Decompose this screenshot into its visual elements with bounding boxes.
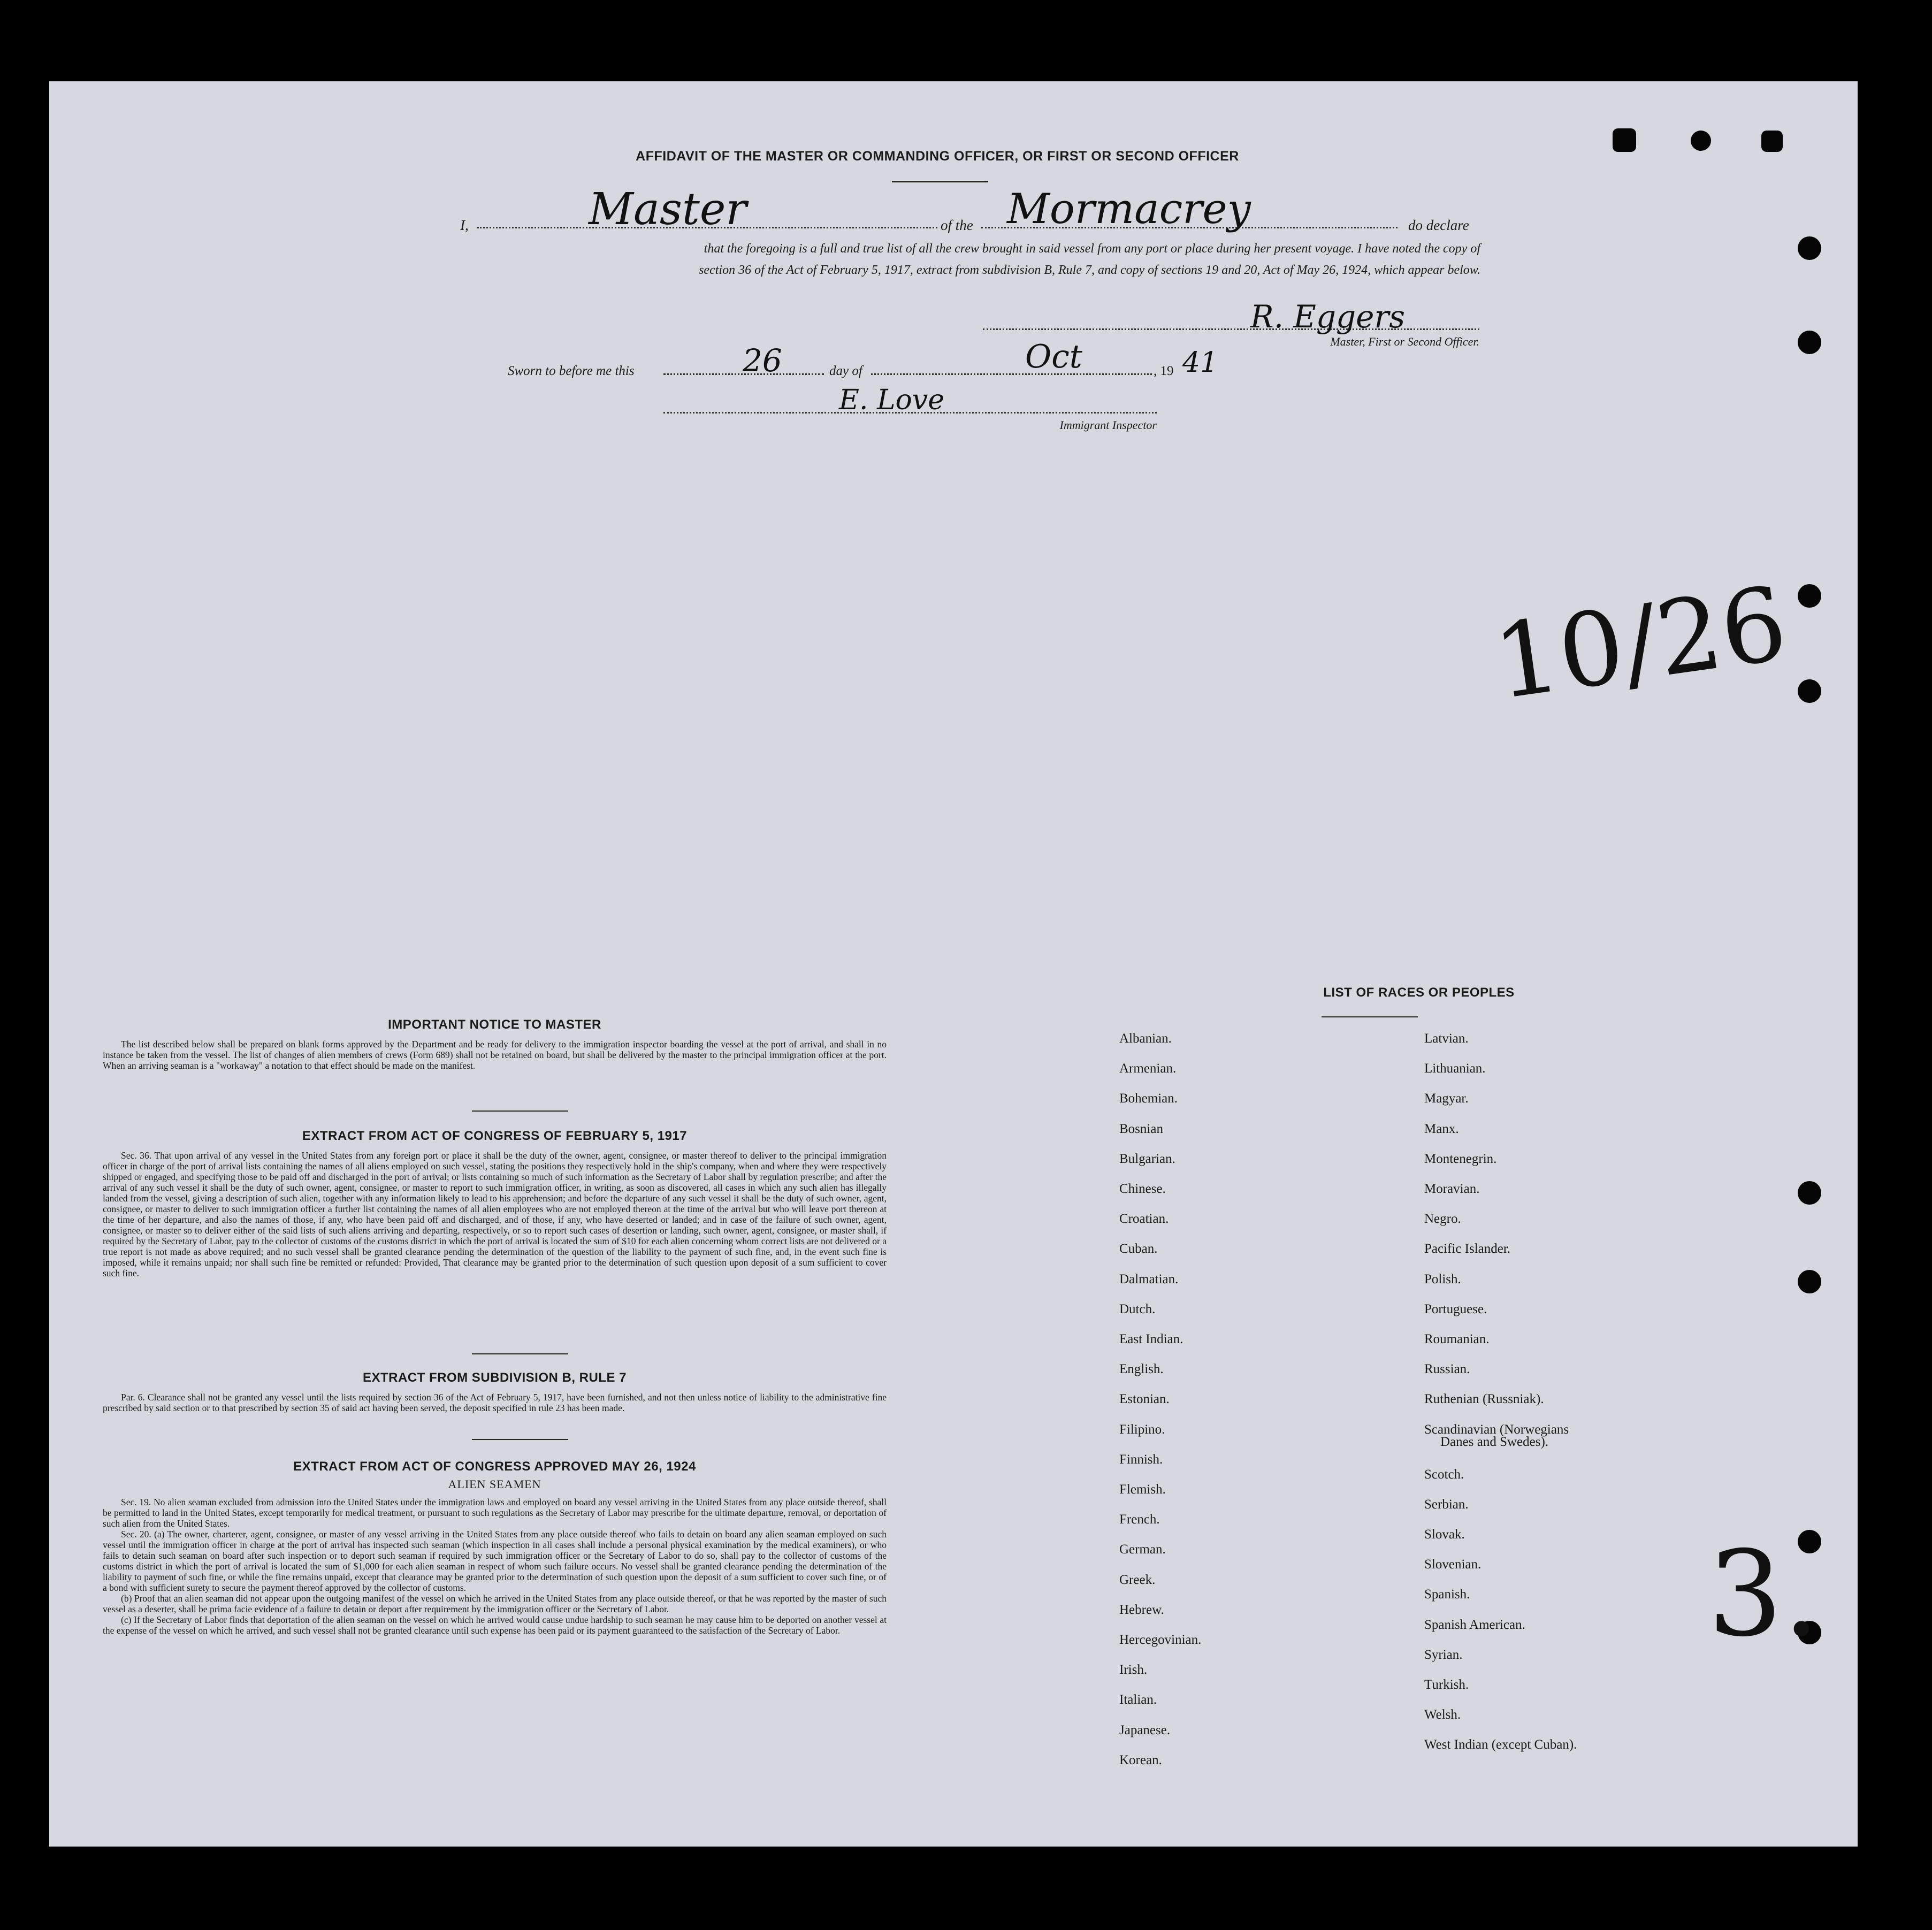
handwritten-inspector-signature: E. Love: [839, 384, 945, 416]
i-label: I,: [460, 217, 469, 233]
affidavit-title: AFFIDAVIT OF THE MASTER OR COMMANDING OFFICER, OR FIRST OR SECOND OFFICER: [636, 149, 1239, 164]
month-line: [871, 373, 1152, 375]
section-20b-paragraph: (b) Proof that an alien seaman did not appear upon the outgoing manifest of the vessel on which he arrived in the United States from any place outside thereof, or that he was reported by the master of such vessel as a deserter, shall be prima facie evidence of a failure to detain or deport after requirement by the immigration officer or the Secretary of Labor.: [103, 1593, 887, 1614]
race-item: Dutch.: [1119, 1301, 1156, 1316]
punch-hole: [1798, 679, 1821, 703]
race-item: Estonian.: [1119, 1392, 1170, 1407]
race-item: Bosnian: [1119, 1121, 1163, 1136]
race-item: Scandinavian (Norwegians: [1424, 1422, 1569, 1437]
section-36-paragraph: Sec. 36. That upon arrival of any vessel in the United States from any foreign port or place it shall be the duty of the owner, agent, consignee, or master thereof to deliver to the principal immigration officer in charge of the port of arrival lists containing the names of all aliens employed on such vessel, stating the positions they respectively hold in the ship's company, when and where they were respectively shipped or engaged, and specifying those to be paid off and discharged in the port of arrival; or lists containing so much of such information as the Secretary of Labor shall by regulation prescribe; and after the arrival of any such vessel it shall be the duty of such owner, agent, consignee, or master to report to such immigration officer, in writing, as soon as discovered, all cases in which any such alien has illegally landed from the vessel, giving a description of such alien, together with any information likely to lead to his apprehension; and before the departure of any such vessel it shall be the duty of such owner, agent, consignee, or master to deliver to such immigration officer a further list containing the names of all alien employees who are not employed thereon at the time of the arrival but who will leave port thereon at the time of her departure, and also the names of those, if any, who have been paid off and discharged, and of those, if any, who have deserted or landed; and in case of the failure of such owner, agent, consignee, or master so to deliver either of the said lists of such aliens arriving and departing, respectively, or so to report such cases of desertion or landing, such owner, agent, consignee, or master shall, if required by the Secretary of Labor, pay to the collector of customs of the customs district in which the port of arrival is located the sum of $10 for each alien concerning whom correct lists are not delivered or a true report is not made as above required; and no such vessel shall be granted clearance pending the determination of the question of the liability to the payment of such fine, and, in the event such fine is imposed, while it remains unpaid; nor shall such fine be remitted or refunded: Provided, That clearance may be granted prior to the determination of such question upon deposit of a sum sufficient to cover such fine.: [103, 1150, 887, 1278]
race-item: Irish.: [1119, 1663, 1148, 1678]
race-item: Hebrew.: [1119, 1602, 1164, 1617]
punch-hole: [1798, 331, 1821, 354]
handwritten-month: Oct: [1025, 338, 1082, 376]
race-item: Japanese.: [1119, 1722, 1171, 1737]
handwritten-year: 41: [1182, 347, 1218, 379]
handwritten-master-signature: R. Eggers: [1250, 298, 1405, 335]
do-declare-label: do declare: [1408, 217, 1469, 233]
handwritten-date-note: 10/26: [1487, 564, 1794, 723]
section-20a-paragraph: Sec. 20. (a) The owner, charterer, agent, consignee, or master of any vessel arriving in the United States from any place outside thereof who fails to detain on board any alien seaman employed on such vessel until the immigration officer in charge at the port of arrival has inspected such seaman (which inspection in all cases shall include a personal physical examination by the medical examiners), or who fails to detain such seaman on board after such inspection or to deport such seaman if required by such immigration officer or the Secretary of Labor to do so, shall pay to the collector of customs of the customs district in which the port of arrival is located the sum of $1,000 for each alien seaman in respect of whom such failure occurs. No vessel shall be granted clearance pending the determination of the liability to payment of such fine, or while the fine remains unpaid, except that clearance may be granted prior to the determination of such question upon the deposit of a sum sufficient to cover such fine, or of a bond with sufficient surety to secure the payment thereof approved by the collector of customs.: [103, 1529, 887, 1593]
race-item: Latvian.: [1424, 1031, 1469, 1046]
extract-rule7-text: [103, 1392, 887, 1413]
punch-hole: [1691, 131, 1711, 151]
handwritten-vessel: Mormacrey: [1007, 185, 1251, 233]
section-rule: [472, 1439, 568, 1440]
race-item: Italian.: [1119, 1692, 1157, 1707]
race-item: Syrian.: [1424, 1647, 1463, 1662]
handwritten-page-number: 3.: [1708, 1526, 1820, 1663]
punch-hole: [1798, 584, 1821, 608]
race-item: Scotch.: [1424, 1467, 1464, 1482]
important-notice-paragraph: The list described below shall be prepared on blank forms approved by the Department and be ready for delivery to the immigration inspector boarding the vessel at the port of arrival, and shall in no instance be taken from the vessel. The list of changes of alien members of crews (Form 689) shall not be retained on board, but shall be delivered by the master to the principal immigration officer at the port. When an arriving seaman is a "workaway" a notation to that effect should be made on the manifest.: [103, 1039, 887, 1071]
important-notice-text: [103, 1039, 887, 1071]
inspector-caption: Immigrant Inspector: [1059, 418, 1157, 432]
race-item: Filipino.: [1119, 1422, 1165, 1437]
race-item: Greek.: [1119, 1572, 1156, 1587]
race-item: Cuban.: [1119, 1242, 1158, 1257]
sworn-label: Sworn to before me this: [508, 364, 635, 378]
section-20c-paragraph: (c) If the Secretary of Labor finds that deportation of the alien seaman on the vessel on which he arrived would cause undue hardship to such seaman he may cause him to be deported on another vessel at the expense of the vessel on which he arrived, and such vessel shall not be granted clearance until such expense has been paid or its payment guaranteed to the satisfaction of the Secretary of Labor.: [103, 1614, 887, 1636]
section-19-paragraph: Sec. 19. No alien seaman excluded from admission into the United States under the immigration laws and employed on board any vessel arriving in the United States from any place outside thereof, shall be permitted to land in the United States, except temporarily for medical treatment, or pursuant to such regulations as the Secretary of Labor may prescribe for the ultimate departure, removal, or deportation of such alien from the United States.: [103, 1497, 887, 1529]
alien-seamen-subtitle: ALIEN SEAMEN: [448, 1477, 541, 1491]
race-item: Armenian.: [1119, 1061, 1177, 1076]
extract-1917-text: [103, 1150, 887, 1278]
races-title: LIST OF RACES OR PEOPLES: [1323, 985, 1515, 1000]
day-of-label: day of: [829, 364, 862, 378]
punch-hole: [1761, 131, 1783, 152]
extract-1924-title: EXTRACT FROM ACT OF CONGRESS APPROVED MAY 26, 1924: [293, 1459, 696, 1474]
affidavit-line-2: that the foregoing is a full and true list of all the crew brought in said vessel from any port or place during her present voyage. I have noted the copy of: [704, 242, 1480, 256]
extract-1924-text: [103, 1497, 887, 1636]
race-item: Serbian.: [1424, 1497, 1469, 1512]
race-item: East Indian.: [1119, 1332, 1183, 1346]
race-item: Chinese.: [1119, 1182, 1166, 1196]
race-item: Spanish American.: [1424, 1617, 1525, 1632]
document-page: [49, 81, 1858, 1847]
race-item: Flemish.: [1119, 1482, 1166, 1497]
race-item: Magyar.: [1424, 1091, 1469, 1106]
race-item: Slovenian.: [1424, 1557, 1482, 1572]
race-item: Dalmatian.: [1119, 1272, 1179, 1286]
race-item: Portuguese.: [1424, 1301, 1487, 1316]
title-rule: [892, 181, 988, 182]
of-the-label: of the: [941, 217, 973, 233]
race-item: Turkish.: [1424, 1678, 1469, 1692]
race-item: German.: [1119, 1542, 1166, 1557]
race-item: Korean.: [1119, 1752, 1162, 1767]
race-item: French.: [1119, 1512, 1160, 1527]
race-item: Bulgarian.: [1119, 1151, 1175, 1166]
section-rule: [472, 1353, 568, 1354]
punch-hole: [1798, 1181, 1821, 1205]
race-item: Ruthenian (Russniak).: [1424, 1392, 1544, 1407]
punch-hole: [1613, 128, 1636, 152]
race-item: Montenegrin.: [1424, 1151, 1497, 1166]
race-item: Russian.: [1424, 1362, 1470, 1377]
race-item-continuation: Danes and Swedes).: [1440, 1435, 1549, 1449]
races-rule: [1322, 1016, 1418, 1017]
paragraph-6: Par. 6. Clearance shall not be granted any vessel until the lists required by section 36 of the Act of February 5, 1917, have been furnished, and not then unless notice of liability to the administrative fine prescribed by said section or to that prescribed by section 35 of said act having been served, the deposit specified in rule 23 has been made.: [103, 1392, 887, 1413]
extract-rule7-title: EXTRACT FROM SUBDIVISION B, RULE 7: [362, 1370, 627, 1385]
race-item: Lithuanian.: [1424, 1061, 1486, 1076]
race-item: Negro.: [1424, 1212, 1461, 1227]
race-item: Spanish.: [1424, 1587, 1470, 1602]
punch-hole: [1798, 236, 1821, 260]
race-item: Finnish.: [1119, 1452, 1163, 1467]
race-item: Polish.: [1424, 1272, 1461, 1286]
affidavit-line-3: section 36 of the Act of February 5, 1917, extract from subdivision B, Rule 7, and copy of sections 19 and 20, Act of May 26, 1924, which appear below.: [699, 263, 1480, 277]
race-item: Hercegovinian.: [1119, 1633, 1202, 1647]
race-item: Welsh.: [1424, 1707, 1461, 1722]
race-item: Pacific Islander.: [1424, 1242, 1511, 1257]
punch-hole: [1798, 1270, 1821, 1293]
important-notice-title: IMPORTANT NOTICE TO MASTER: [388, 1017, 601, 1032]
master-caption: Master, First or Second Officer.: [1330, 335, 1479, 348]
race-item: West Indian (except Cuban).: [1424, 1737, 1577, 1752]
handwritten-rank: Master: [589, 184, 747, 235]
race-item: Slovak.: [1424, 1527, 1465, 1542]
race-item: Moravian.: [1424, 1182, 1480, 1196]
race-item: Bohemian.: [1119, 1091, 1178, 1106]
race-item: Roumanian.: [1424, 1332, 1490, 1346]
extract-1917-title: EXTRACT FROM ACT OF CONGRESS OF FEBRUARY 5, 1917: [302, 1129, 688, 1143]
race-item: English.: [1119, 1362, 1164, 1377]
race-item: Manx.: [1424, 1121, 1459, 1136]
race-item: Albanian.: [1119, 1031, 1172, 1046]
handwritten-day: 26: [743, 342, 782, 379]
race-item: Croatian.: [1119, 1212, 1169, 1227]
year-prefix: , 19: [1154, 364, 1174, 378]
section-rule: [472, 1110, 568, 1112]
